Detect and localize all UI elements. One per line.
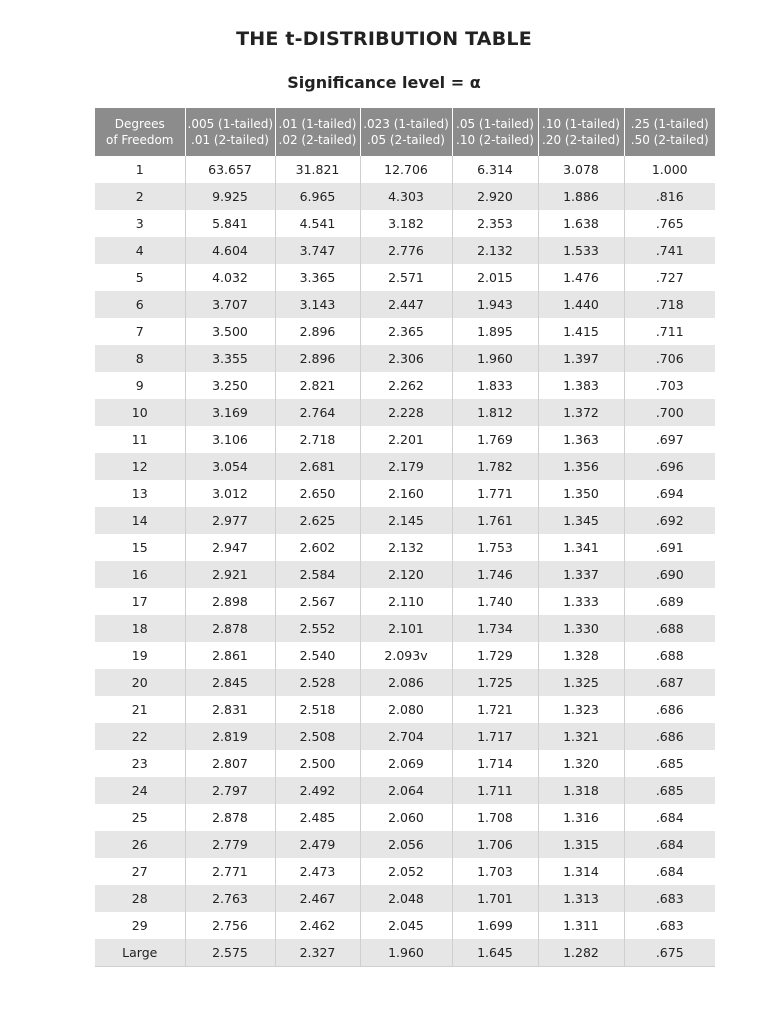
critical-value-cell: 5.841 (185, 210, 275, 237)
critical-value-cell: 1.782 (452, 453, 538, 480)
critical-value-cell: 2.878 (185, 804, 275, 831)
header-line: of Freedom (106, 133, 174, 147)
critical-value-cell: 2.771 (185, 858, 275, 885)
degrees-of-freedom-cell: 9 (95, 372, 185, 399)
critical-value-cell: 4.032 (185, 264, 275, 291)
table-row (95, 858, 715, 885)
critical-value-cell: 2.056 (360, 831, 452, 858)
critical-value-cell: 2.132 (452, 237, 538, 264)
header-row (95, 108, 715, 156)
critical-value-cell: 1.533 (538, 237, 624, 264)
critical-value-cell: 2.228 (360, 399, 452, 426)
critical-value-cell: .711 (624, 318, 715, 345)
critical-value-cell: 2.052 (360, 858, 452, 885)
critical-value-cell: 1.717 (452, 723, 538, 750)
table-row (95, 507, 715, 534)
critical-value-cell: 3.707 (185, 291, 275, 318)
critical-value-cell: 2.763 (185, 885, 275, 912)
table-row (95, 534, 715, 561)
critical-value-cell: 2.365 (360, 318, 452, 345)
critical-value-cell: 2.518 (275, 696, 360, 723)
header-line: .005 (1-tailed) (187, 117, 274, 131)
critical-value-cell: 1.703 (452, 858, 538, 885)
critical-value-cell: .688 (624, 642, 715, 669)
header-line: .10 (1-tailed) (542, 117, 620, 131)
degrees-of-freedom-cell: 7 (95, 318, 185, 345)
critical-value-cell: 1.761 (452, 507, 538, 534)
critical-value-cell: 2.540 (275, 642, 360, 669)
table-row (95, 453, 715, 480)
critical-value-cell: 2.201 (360, 426, 452, 453)
degrees-of-freedom-cell: 28 (95, 885, 185, 912)
critical-value-cell: 2.145 (360, 507, 452, 534)
critical-value-cell: 1.356 (538, 453, 624, 480)
critical-value-cell: .686 (624, 723, 715, 750)
critical-value-cell: 2.977 (185, 507, 275, 534)
degrees-of-freedom-cell: 6 (95, 291, 185, 318)
critical-value-cell: 63.657 (185, 156, 275, 183)
degrees-of-freedom-cell: 18 (95, 615, 185, 642)
critical-value-cell: 2.479 (275, 831, 360, 858)
table-row (95, 588, 715, 615)
critical-value-cell: 1.812 (452, 399, 538, 426)
critical-value-cell: 1.769 (452, 426, 538, 453)
critical-value-cell: .687 (624, 669, 715, 696)
degrees-of-freedom-cell: 4 (95, 237, 185, 264)
critical-value-cell: 1.345 (538, 507, 624, 534)
critical-value-cell: 2.132 (360, 534, 452, 561)
degrees-of-freedom-cell: 16 (95, 561, 185, 588)
table-row (95, 291, 715, 318)
header-line: .01 (1-tailed) (278, 117, 357, 131)
critical-value-cell: 1.311 (538, 912, 624, 939)
degrees-of-freedom-cell: 8 (95, 345, 185, 372)
table-row (95, 345, 715, 372)
critical-value-cell: 2.179 (360, 453, 452, 480)
page-title: THE t-DISTRIBUTION TABLE (236, 28, 532, 50)
critical-value-cell: 1.886 (538, 183, 624, 210)
critical-value-cell: 1.397 (538, 345, 624, 372)
critical-value-cell: 2.462 (275, 912, 360, 939)
critical-value-cell: 2.920 (452, 183, 538, 210)
table-row (95, 912, 715, 939)
critical-value-cell: 2.571 (360, 264, 452, 291)
critical-value-cell: 1.746 (452, 561, 538, 588)
critical-value-cell: 1.699 (452, 912, 538, 939)
critical-value-cell: .697 (624, 426, 715, 453)
table-row (95, 372, 715, 399)
critical-value-cell: 2.779 (185, 831, 275, 858)
critical-value-cell: 1.734 (452, 615, 538, 642)
critical-value-cell: 3.169 (185, 399, 275, 426)
critical-value-cell: 2.353 (452, 210, 538, 237)
critical-value-cell: 2.086 (360, 669, 452, 696)
critical-value-cell: 1.415 (538, 318, 624, 345)
header-line: .02 (2-tailed) (278, 133, 357, 147)
critical-value-cell: 3.355 (185, 345, 275, 372)
critical-value-cell: 2.896 (275, 345, 360, 372)
table-row (95, 696, 715, 723)
degrees-of-freedom-cell: 23 (95, 750, 185, 777)
critical-value-cell: 2.764 (275, 399, 360, 426)
critical-value-cell: 2.064 (360, 777, 452, 804)
critical-value-cell: 1.000 (624, 156, 715, 183)
critical-value-cell: 4.541 (275, 210, 360, 237)
critical-value-cell: .694 (624, 480, 715, 507)
critical-value-cell: 2.947 (185, 534, 275, 561)
critical-value-cell: 1.440 (538, 291, 624, 318)
critical-value-cell: .683 (624, 885, 715, 912)
table-row (95, 642, 715, 669)
header-line: .023 (1-tailed) (363, 117, 449, 131)
table-row (95, 480, 715, 507)
header-line: .05 (2-tailed) (367, 133, 445, 147)
critical-value-cell: .683 (624, 912, 715, 939)
table-row (95, 750, 715, 777)
critical-value-cell: 2.776 (360, 237, 452, 264)
table-row (95, 183, 715, 210)
critical-value-cell: 3.500 (185, 318, 275, 345)
critical-value-cell: 2.807 (185, 750, 275, 777)
critical-value-cell: 2.819 (185, 723, 275, 750)
table-row (95, 777, 715, 804)
critical-value-cell: 2.015 (452, 264, 538, 291)
degrees-of-freedom-cell: 14 (95, 507, 185, 534)
critical-value-cell: .816 (624, 183, 715, 210)
critical-value-cell: .685 (624, 777, 715, 804)
critical-value-cell: 2.861 (185, 642, 275, 669)
table-row (95, 426, 715, 453)
degrees-of-freedom-cell: 27 (95, 858, 185, 885)
critical-value-cell: 2.921 (185, 561, 275, 588)
critical-value-cell: 2.567 (275, 588, 360, 615)
critical-value-cell: 2.584 (275, 561, 360, 588)
critical-value-cell: 2.831 (185, 696, 275, 723)
critical-value-cell: 2.896 (275, 318, 360, 345)
critical-value-cell: 1.383 (538, 372, 624, 399)
critical-value-cell: 1.711 (452, 777, 538, 804)
critical-value-cell: 2.704 (360, 723, 452, 750)
critical-value-cell: 2.681 (275, 453, 360, 480)
degrees-of-freedom-cell: 15 (95, 534, 185, 561)
critical-value-cell: 2.552 (275, 615, 360, 642)
critical-value-cell: 2.262 (360, 372, 452, 399)
critical-value-cell: 2.797 (185, 777, 275, 804)
degrees-of-freedom-cell: 10 (95, 399, 185, 426)
critical-value-cell: 1.363 (538, 426, 624, 453)
degrees-of-freedom-cell: 29 (95, 912, 185, 939)
header-alpha-01 (275, 108, 360, 156)
critical-value-cell: 3.106 (185, 426, 275, 453)
critical-value-cell: 2.080 (360, 696, 452, 723)
critical-value-cell: .689 (624, 588, 715, 615)
critical-value-cell: 1.740 (452, 588, 538, 615)
table-row (95, 210, 715, 237)
header-line: .20 (2-tailed) (542, 133, 620, 147)
header-alpha-25 (624, 108, 715, 156)
critical-value-cell: 2.306 (360, 345, 452, 372)
critical-value-cell: 2.045 (360, 912, 452, 939)
critical-value-cell: 1.714 (452, 750, 538, 777)
critical-value-cell: .685 (624, 750, 715, 777)
critical-value-cell: 2.756 (185, 912, 275, 939)
page-subtitle: Significance level = α (287, 73, 481, 92)
header-line: Degrees (114, 117, 165, 131)
critical-value-cell: 2.528 (275, 669, 360, 696)
header-degrees-of-freedom (95, 108, 185, 156)
critical-value-cell: 3.365 (275, 264, 360, 291)
degrees-of-freedom-cell: 25 (95, 804, 185, 831)
header-line: .05 (1-tailed) (456, 117, 534, 131)
critical-value-cell: 4.604 (185, 237, 275, 264)
critical-value-cell: .690 (624, 561, 715, 588)
critical-value-cell: 1.316 (538, 804, 624, 831)
critical-value-cell: 1.833 (452, 372, 538, 399)
critical-value-cell: 1.706 (452, 831, 538, 858)
critical-value-cell: 1.341 (538, 534, 624, 561)
critical-value-cell: 2.447 (360, 291, 452, 318)
table-row (95, 237, 715, 264)
critical-value-cell: 1.315 (538, 831, 624, 858)
critical-value-cell: 1.323 (538, 696, 624, 723)
critical-value-cell: 3.054 (185, 453, 275, 480)
critical-value-cell: 1.638 (538, 210, 624, 237)
critical-value-cell: 2.485 (275, 804, 360, 831)
critical-value-cell: 1.753 (452, 534, 538, 561)
critical-value-cell: 1.328 (538, 642, 624, 669)
critical-value-cell: 2.048 (360, 885, 452, 912)
header-line: .25 (1-tailed) (630, 117, 709, 131)
critical-value-cell: 2.821 (275, 372, 360, 399)
table-row (95, 831, 715, 858)
critical-value-cell: 2.327 (275, 939, 360, 966)
critical-value-cell: 2.473 (275, 858, 360, 885)
critical-value-cell: 2.492 (275, 777, 360, 804)
t-distribution-table (95, 108, 715, 967)
critical-value-cell: 1.282 (538, 939, 624, 966)
critical-value-cell: .703 (624, 372, 715, 399)
degrees-of-freedom-cell: 24 (95, 777, 185, 804)
critical-value-cell: 2.110 (360, 588, 452, 615)
critical-value-cell: .741 (624, 237, 715, 264)
critical-value-cell: .684 (624, 858, 715, 885)
critical-value-cell: 1.721 (452, 696, 538, 723)
critical-value-cell: 1.330 (538, 615, 624, 642)
critical-value-cell: 6.314 (452, 156, 538, 183)
degrees-of-freedom-cell: 12 (95, 453, 185, 480)
degrees-of-freedom-cell: 13 (95, 480, 185, 507)
header-alpha-10 (538, 108, 624, 156)
critical-value-cell: 1.960 (452, 345, 538, 372)
critical-value-cell: 1.313 (538, 885, 624, 912)
critical-value-cell: .765 (624, 210, 715, 237)
header-alpha-005 (185, 108, 275, 156)
critical-value-cell: 1.895 (452, 318, 538, 345)
table-row (95, 804, 715, 831)
degrees-of-freedom-cell: 3 (95, 210, 185, 237)
critical-value-cell: 3.250 (185, 372, 275, 399)
critical-value-cell: 4.303 (360, 183, 452, 210)
critical-value-cell: 3.182 (360, 210, 452, 237)
header-line: .50 (2-tailed) (630, 133, 709, 147)
critical-value-cell: 3.143 (275, 291, 360, 318)
critical-value-cell: 1.708 (452, 804, 538, 831)
critical-value-cell: 2.625 (275, 507, 360, 534)
table-row (95, 561, 715, 588)
critical-value-cell: .696 (624, 453, 715, 480)
critical-value-cell: 1.943 (452, 291, 538, 318)
degrees-of-freedom-cell: 1 (95, 156, 185, 183)
critical-value-cell: 6.965 (275, 183, 360, 210)
critical-value-cell: 3.747 (275, 237, 360, 264)
critical-value-cell: 2.069 (360, 750, 452, 777)
header-alpha-05 (452, 108, 538, 156)
critical-value-cell: .688 (624, 615, 715, 642)
critical-value-cell: 1.333 (538, 588, 624, 615)
critical-value-cell: 1.320 (538, 750, 624, 777)
critical-value-cell: 2.602 (275, 534, 360, 561)
critical-value-cell: 1.771 (452, 480, 538, 507)
critical-value-cell: .700 (624, 399, 715, 426)
degrees-of-freedom-cell: 5 (95, 264, 185, 291)
critical-value-cell: .727 (624, 264, 715, 291)
table-row (95, 318, 715, 345)
critical-value-cell: 2.101 (360, 615, 452, 642)
critical-value-cell: 3.012 (185, 480, 275, 507)
critical-value-cell: 2.467 (275, 885, 360, 912)
critical-value-cell: 1.321 (538, 723, 624, 750)
table-row (95, 723, 715, 750)
critical-value-cell: .692 (624, 507, 715, 534)
table-header (95, 108, 715, 156)
critical-value-cell: 2.898 (185, 588, 275, 615)
critical-value-cell: 1.960 (360, 939, 452, 966)
degrees-of-freedom-cell: 17 (95, 588, 185, 615)
critical-value-cell: 1.476 (538, 264, 624, 291)
critical-value-cell: 1.725 (452, 669, 538, 696)
critical-value-cell: .686 (624, 696, 715, 723)
critical-value-cell: 2.575 (185, 939, 275, 966)
degrees-of-freedom-cell: 22 (95, 723, 185, 750)
critical-value-cell: 1.325 (538, 669, 624, 696)
degrees-of-freedom-cell: 19 (95, 642, 185, 669)
critical-value-cell: 1.701 (452, 885, 538, 912)
critical-value-cell: 3.078 (538, 156, 624, 183)
critical-value-cell: 31.821 (275, 156, 360, 183)
table-row (95, 885, 715, 912)
degrees-of-freedom-cell: 2 (95, 183, 185, 210)
critical-value-cell: 1.337 (538, 561, 624, 588)
table-body (95, 156, 715, 966)
critical-value-cell: 1.314 (538, 858, 624, 885)
table-row (95, 399, 715, 426)
degrees-of-freedom-cell: 11 (95, 426, 185, 453)
critical-value-cell: 2.500 (275, 750, 360, 777)
critical-value-cell: 2.845 (185, 669, 275, 696)
critical-value-cell: 2.718 (275, 426, 360, 453)
critical-value-cell: 1.372 (538, 399, 624, 426)
critical-value-cell: .718 (624, 291, 715, 318)
header-alpha-023 (360, 108, 452, 156)
table-row (95, 264, 715, 291)
critical-value-cell: .675 (624, 939, 715, 966)
table-row (95, 156, 715, 183)
critical-value-cell: 1.318 (538, 777, 624, 804)
degrees-of-freedom-cell: Large (95, 939, 185, 966)
critical-value-cell: 12.706 (360, 156, 452, 183)
critical-value-cell: 2.650 (275, 480, 360, 507)
degrees-of-freedom-cell: 21 (95, 696, 185, 723)
critical-value-cell: 1.350 (538, 480, 624, 507)
critical-value-cell: 2.060 (360, 804, 452, 831)
critical-value-cell: .691 (624, 534, 715, 561)
table-row (95, 939, 715, 966)
critical-value-cell: .684 (624, 804, 715, 831)
critical-value-cell: 1.729 (452, 642, 538, 669)
critical-value-cell: 1.645 (452, 939, 538, 966)
degrees-of-freedom-cell: 20 (95, 669, 185, 696)
critical-value-cell: 9.925 (185, 183, 275, 210)
header-line: .10 (2-tailed) (456, 133, 534, 147)
table-row (95, 615, 715, 642)
critical-value-cell: 2.508 (275, 723, 360, 750)
critical-value-cell: 2.120 (360, 561, 452, 588)
critical-value-cell: 2.160 (360, 480, 452, 507)
critical-value-cell: 2.093v (360, 642, 452, 669)
critical-value-cell: 2.878 (185, 615, 275, 642)
table-row (95, 669, 715, 696)
degrees-of-freedom-cell: 26 (95, 831, 185, 858)
header-line: .01 (2-tailed) (191, 133, 269, 147)
critical-value-cell: .706 (624, 345, 715, 372)
critical-value-cell: .684 (624, 831, 715, 858)
